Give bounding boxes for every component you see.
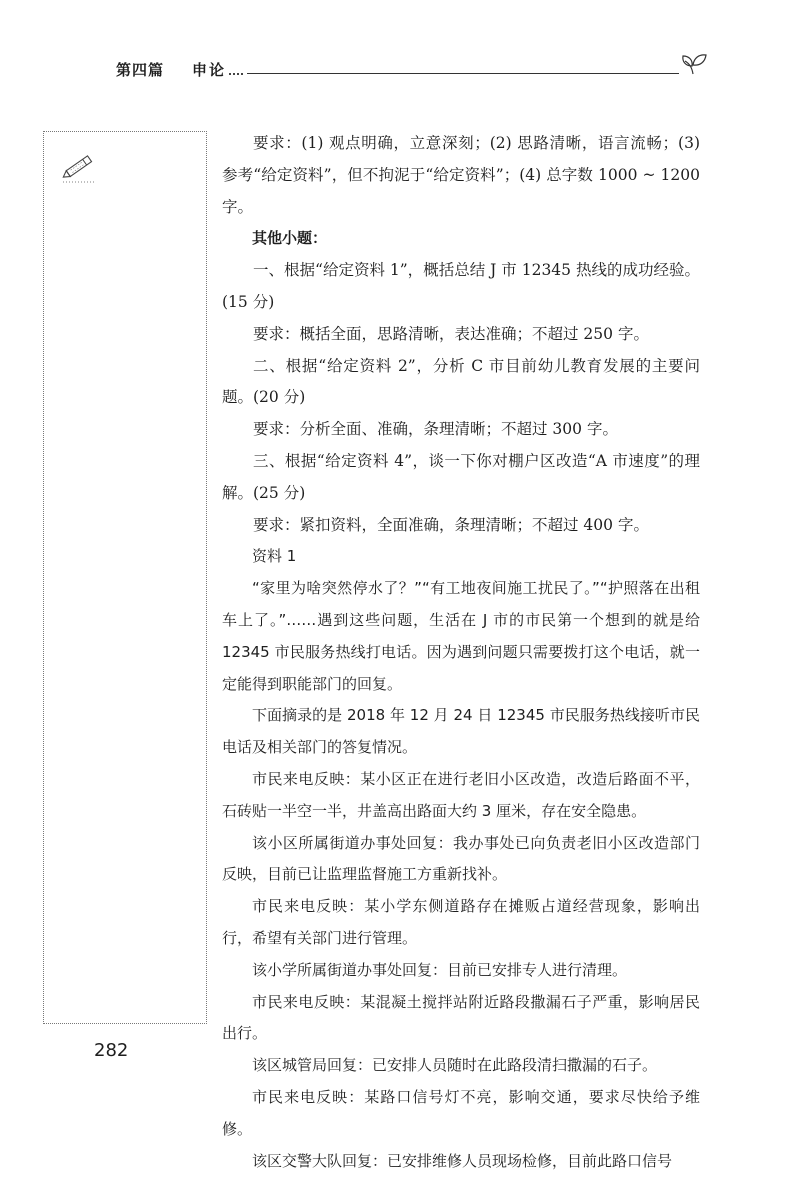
pen-icon [60, 146, 100, 186]
material-paragraph: 市民来电反映：某小区正在进行老旧小区改造，改造后路面不平，石砖贴一半空一半，井盖高出路面大约 3 厘米，存在安全隐患。 [222, 764, 700, 828]
material-paragraph: 该区交警大队回复：已安排维修人员现场检修，目前此路口信号 [222, 1146, 700, 1177]
material-paragraph: 该小区所属街道办事处回复：我办事处已向负责老旧小区改造部门反映，目前已让监理监督施工方重新找补。 [222, 828, 700, 892]
page-header [112, 60, 708, 84]
header-dots [229, 73, 243, 75]
question-1-requirements: 要求：概括全面，思路清晰，表达准确；不超过 250 字。 [222, 319, 700, 351]
question-1: 一、根据“给定资料 1”，概括总结 J 市 12345 热线的成功经验。(15 分) [222, 255, 700, 319]
material-1-heading: 资料 1 [222, 541, 700, 573]
question-2: 二、根据“给定资料 2”，分析 C 市目前幼儿教育发展的主要问题。(20 分) [222, 351, 700, 415]
sprout-icon [680, 50, 708, 76]
notes-margin-box [43, 131, 207, 1024]
material-paragraph: 市民来电反映：某路口信号灯不亮，影响交通，要求尽快给予维修。 [222, 1082, 700, 1146]
chapter-title: 第四篇 [116, 60, 164, 80]
other-questions-heading: 其他小题： [222, 223, 700, 255]
question-3: 三、根据“给定资料 4”，谈一下你对棚户区改造“A 市速度”的理解。(25 分) [222, 446, 700, 510]
question-3-requirements: 要求：紧扣资料，全面准确，条理清晰；不超过 400 字。 [222, 510, 700, 542]
header-rule [247, 73, 679, 74]
material-paragraph: 该小学所属街道办事处回复：目前已安排专人进行清理。 [222, 955, 700, 987]
material-paragraph: “家里为啥突然停水了？”“有工地夜间施工扰民了。”“护照落在出租车上了。”……遇到这些问题，生活在 J 市的市民第一个想到的就是给 12345 市民服务热线打电话。因为遇到问题只需要拨打这个电话，就一定能得到职能部门的回复。 [222, 573, 700, 700]
material-paragraph: 下面摘录的是 2018 年 12 月 24 日 12345 市民服务热线接听市民电话及相关部门的答复情况。 [222, 700, 700, 764]
essay-requirements: 要求：(1) 观点明确，立意深刻；(2) 思路清晰，语言流畅；(3) 参考“给定资料”，但不拘泥于“给定资料”；(4) 总字数 1000 ~ 1200 字。 [222, 128, 700, 223]
material-paragraph: 市民来电反映：某小学东侧道路存在摊贩占道经营现象，影响出行，希望有关部门进行管理。 [222, 891, 700, 955]
material-paragraph: 市民来电反映：某混凝土搅拌站附近路段撒漏石子严重，影响居民出行。 [222, 987, 700, 1051]
page-number: 282 [94, 1040, 128, 1061]
question-2-requirements: 要求：分析全面、准确，条理清晰；不超过 300 字。 [222, 414, 700, 446]
main-text [222, 128, 700, 1177]
section-title: 申论 [192, 60, 226, 80]
material-paragraph: 该区城管局回复：已安排人员随时在此路段清扫撒漏的石子。 [222, 1050, 700, 1082]
